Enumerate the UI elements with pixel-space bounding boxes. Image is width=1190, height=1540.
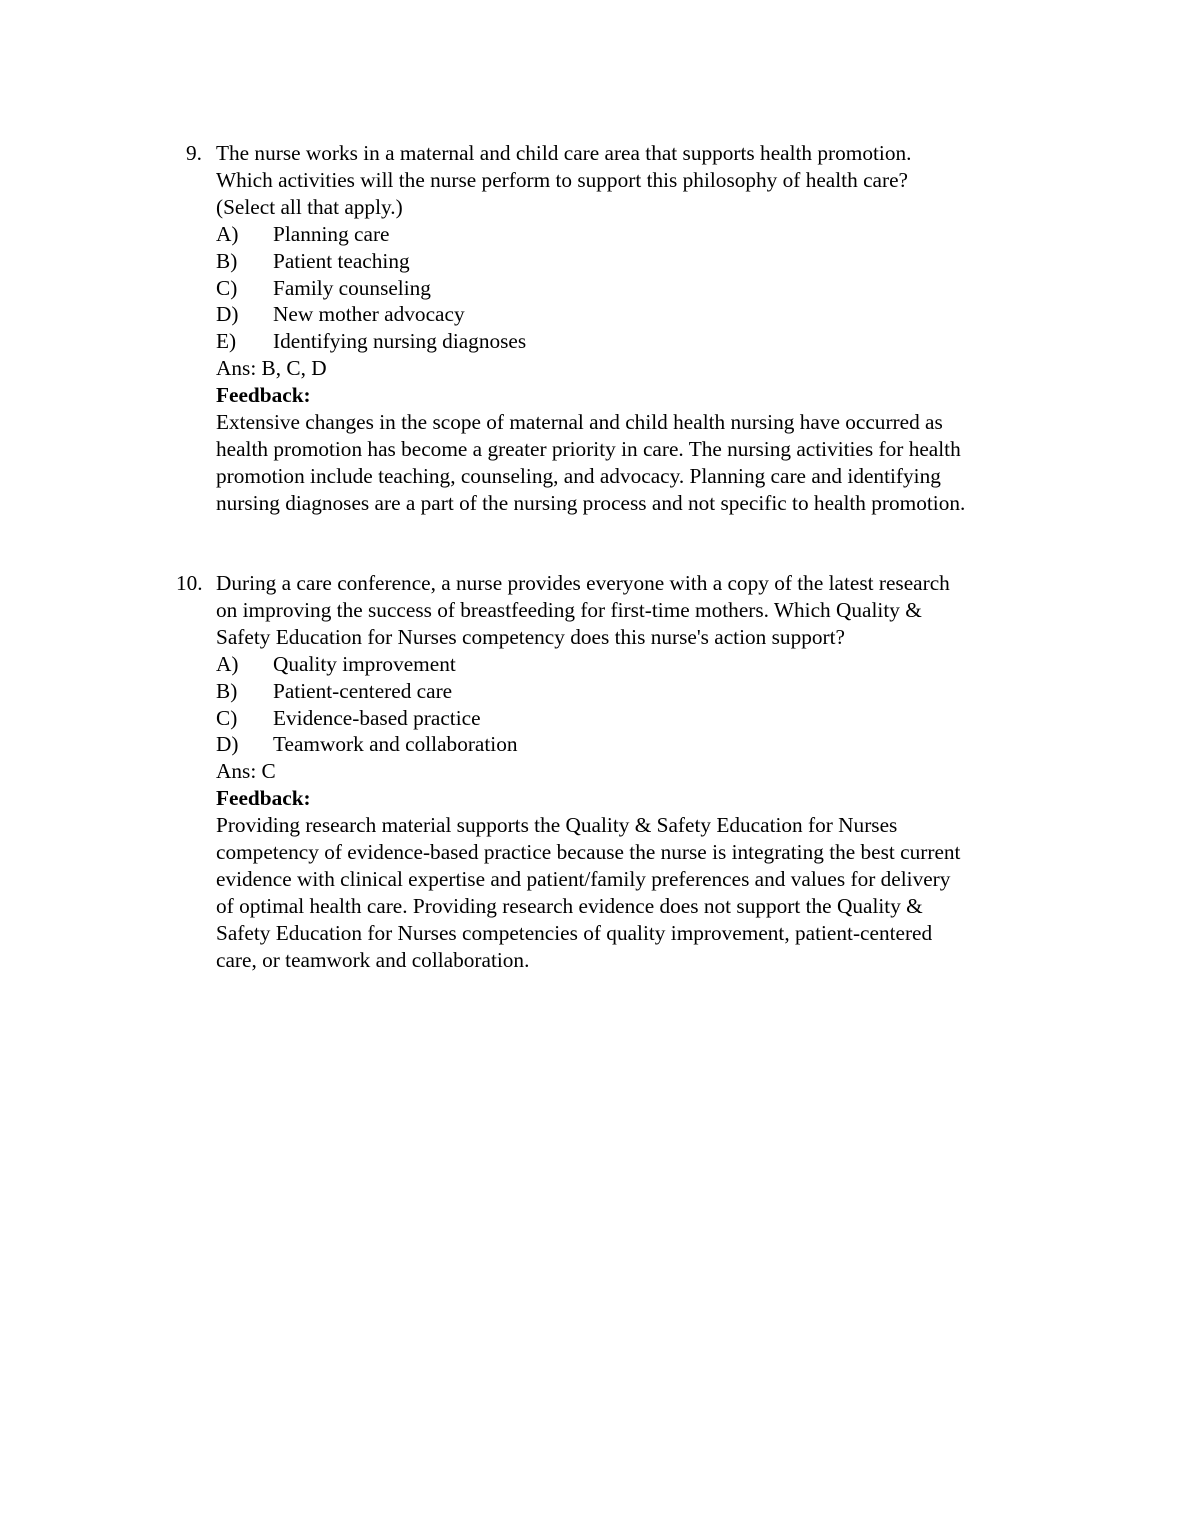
feedback-label: Feedback: xyxy=(216,383,311,408)
feedback-line: evidence with clinical expertise and patient/family preferences and values for delivery xyxy=(216,866,951,891)
feedback-line: health promotion has become a greater priority in care. The nursing activities for health xyxy=(216,436,961,461)
question-stem-line: Which activities will the nurse perform to support this philosophy of health care? xyxy=(216,167,908,192)
option-text: Family counseling xyxy=(273,275,431,300)
option-text: Identifying nursing diagnoses xyxy=(273,329,527,354)
option-letter: E) xyxy=(216,329,237,354)
feedback-line: nursing diagnoses are a part of the nursing process and not specific to health promotion. xyxy=(216,490,966,515)
option-letter: B) xyxy=(216,248,238,273)
question-stem-line: During a care conference, a nurse provides everyone with a copy of the latest research xyxy=(216,571,950,595)
feedback-line: Extensive changes in the scope of maternal and child health nursing have occurred as xyxy=(216,410,943,434)
feedback-line: Safety Education for Nurses competencies of quality improvement, patient-centered xyxy=(216,920,933,945)
feedback-line: of optimal health care. Providing research evidence does not support the Quality & xyxy=(216,893,923,918)
option-letter: D) xyxy=(216,732,239,757)
feedback-line: Providing research material supports the Quality & Safety Education for Nurses xyxy=(216,813,898,838)
option-text: Patient-centered care xyxy=(273,678,453,703)
question-stem-line: (Select all that apply.) xyxy=(216,194,403,219)
option-letter: A) xyxy=(216,221,239,246)
option-letter: B) xyxy=(216,678,238,703)
feedback-line: care, or teamwork and collaboration. xyxy=(216,947,530,972)
option-text: Evidence-based practice xyxy=(273,705,481,730)
option-text: New mother advocacy xyxy=(273,302,465,327)
option-letter: C) xyxy=(216,705,238,730)
answer-key: Ans: C xyxy=(216,759,276,784)
answer-key: Ans: B, C, D xyxy=(216,356,327,381)
question-number: 10. xyxy=(176,571,203,595)
option-text: Teamwork and collaboration xyxy=(273,732,518,757)
feedback-line: competency of evidence-based practice because the nurse is integrating the best current xyxy=(216,840,961,864)
option-text: Patient teaching xyxy=(273,248,410,273)
option-text: Planning care xyxy=(273,221,390,246)
option-letter: D) xyxy=(216,302,239,327)
option-letter: A) xyxy=(216,651,239,676)
option-text: Quality improvement xyxy=(273,651,456,676)
question-stem-line: on improving the success of breastfeeding for first-time mothers. Which Quality & xyxy=(216,597,922,622)
question-stem-line: The nurse works in a maternal and child care area that supports health promotion. xyxy=(216,141,912,165)
question-number: 9. xyxy=(186,141,202,165)
question-stem-line: Safety Education for Nurses competency does this nurse's action support? xyxy=(216,624,845,649)
feedback-line: promotion include teaching, counseling, and advocacy. Planning care and identifying xyxy=(216,463,941,488)
option-letter: C) xyxy=(216,275,238,300)
feedback-label: Feedback: xyxy=(216,786,311,811)
